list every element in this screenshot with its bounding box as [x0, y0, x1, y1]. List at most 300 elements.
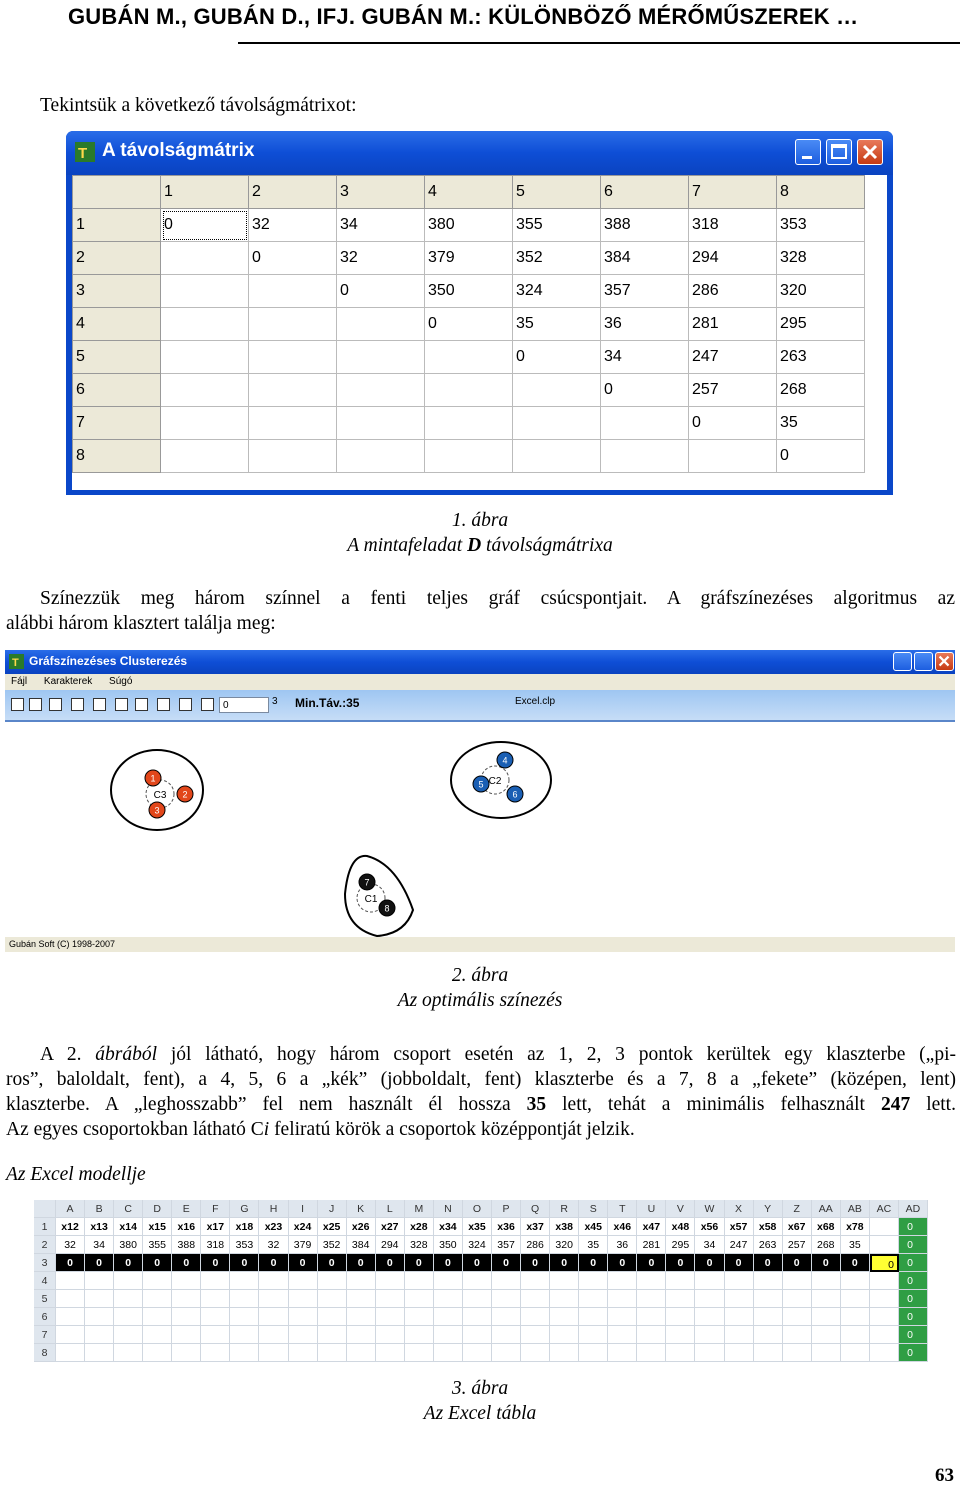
matrix-cell[interactable]: 352 [513, 242, 601, 275]
sheet-cell[interactable] [143, 1326, 172, 1344]
sheet-cell[interactable]: x23 [259, 1218, 288, 1236]
matrix-cell[interactable]: 0 [337, 275, 425, 308]
sheet-cell[interactable] [841, 1344, 870, 1362]
sheet-cell[interactable] [289, 1344, 318, 1362]
column-header[interactable]: A [56, 1200, 85, 1218]
sheet-cell[interactable]: x12 [56, 1218, 85, 1236]
row-header[interactable]: 4 [34, 1272, 56, 1290]
sheet-cell[interactable]: 0 [405, 1254, 434, 1272]
sheet-cell[interactable] [201, 1290, 230, 1308]
sheet-cell[interactable]: 0 [434, 1254, 463, 1272]
matrix-cell[interactable] [161, 275, 249, 308]
sheet-cell[interactable]: x34 [434, 1218, 463, 1236]
sheet-cell[interactable] [754, 1290, 783, 1308]
row-header[interactable]: 2 [34, 1236, 56, 1254]
sheet-cell[interactable] [259, 1290, 288, 1308]
sheet-cell[interactable]: 0 [85, 1254, 114, 1272]
sheet-cell[interactable]: 0 [754, 1254, 783, 1272]
sheet-cell[interactable] [463, 1272, 492, 1290]
sheet-cell[interactable] [521, 1308, 550, 1326]
sheet-cell[interactable] [492, 1272, 521, 1290]
sheet-cell[interactable] [318, 1308, 347, 1326]
sheet-cell[interactable] [666, 1344, 695, 1362]
column-header[interactable]: U [637, 1200, 666, 1218]
sheet-cell[interactable]: 0 [783, 1254, 812, 1272]
sheet-cell[interactable] [521, 1290, 550, 1308]
matrix-cell[interactable]: 357 [601, 275, 689, 308]
matrix-cell[interactable] [249, 308, 337, 341]
grid-icon[interactable] [201, 698, 214, 711]
matrix-cell[interactable] [425, 341, 513, 374]
column-header[interactable]: AB [841, 1200, 870, 1218]
sheet-cell[interactable]: 0 [172, 1254, 201, 1272]
search-icon[interactable] [71, 698, 84, 711]
sheet-cell[interactable] [463, 1290, 492, 1308]
matrix-cell[interactable] [161, 242, 249, 275]
matrix-cell[interactable] [337, 374, 425, 407]
sheet-cell[interactable] [608, 1344, 637, 1362]
matrix-cell[interactable] [161, 374, 249, 407]
matrix-cell[interactable]: 353 [777, 209, 865, 242]
sheet-cell[interactable] [434, 1344, 463, 1362]
sheet-cell[interactable] [56, 1290, 85, 1308]
sheet-cell[interactable]: 0 [550, 1254, 579, 1272]
sheet-cell[interactable] [870, 1326, 899, 1344]
sheet-cell[interactable] [492, 1290, 521, 1308]
column-header[interactable]: R [550, 1200, 579, 1218]
sheet-cell[interactable] [870, 1272, 899, 1290]
column-header[interactable]: C [114, 1200, 143, 1218]
column-header[interactable]: S [579, 1200, 608, 1218]
row-header[interactable]: 3 [34, 1254, 56, 1272]
arrow-left-icon[interactable] [115, 698, 128, 711]
sheet-cell[interactable] [725, 1308, 754, 1326]
sheet-cell[interactable] [289, 1308, 318, 1326]
sheet-cell[interactable] [347, 1326, 376, 1344]
matrix-cell[interactable] [161, 341, 249, 374]
sheet-cell[interactable] [754, 1326, 783, 1344]
sheet-cell[interactable]: 0 [899, 1236, 928, 1254]
sheet-cell[interactable]: x14 [114, 1218, 143, 1236]
sheet-cell[interactable]: 0 [492, 1254, 521, 1272]
sheet-cell[interactable]: 257 [783, 1236, 812, 1254]
sheet-cell[interactable] [870, 1290, 899, 1308]
sheet-cell[interactable] [172, 1290, 201, 1308]
column-header[interactable]: H [259, 1200, 288, 1218]
matrix-cell[interactable] [161, 440, 249, 473]
sheet-cell[interactable] [608, 1272, 637, 1290]
sheet-cell[interactable]: 35 [841, 1236, 870, 1254]
sheet-cell[interactable]: x36 [492, 1218, 521, 1236]
column-header[interactable]: P [492, 1200, 521, 1218]
sheet-cell[interactable]: x24 [289, 1218, 318, 1236]
column-header[interactable]: W [695, 1200, 724, 1218]
menu-characters[interactable]: Karakterek [43, 676, 93, 687]
sheet-cell[interactable]: 286 [521, 1236, 550, 1254]
sheet-cell[interactable] [783, 1290, 812, 1308]
sheet-cell[interactable]: x58 [754, 1218, 783, 1236]
matrix-cell[interactable]: 32 [337, 242, 425, 275]
matrix-cell[interactable] [337, 341, 425, 374]
sheet-cell[interactable]: 384 [347, 1236, 376, 1254]
sheet-cell[interactable] [114, 1290, 143, 1308]
row-header[interactable]: 1 [34, 1218, 56, 1236]
sheet-cell[interactable] [376, 1272, 405, 1290]
sheet-cell[interactable] [172, 1326, 201, 1344]
sheet-cell[interactable] [841, 1272, 870, 1290]
sheet-cell[interactable] [841, 1290, 870, 1308]
matrix-cell[interactable]: 379 [425, 242, 513, 275]
matrix-cell[interactable]: 355 [513, 209, 601, 242]
sheet-cell[interactable]: x15 [143, 1218, 172, 1236]
close-button[interactable] [935, 652, 954, 671]
sheet-cell[interactable] [754, 1272, 783, 1290]
sheet-cell[interactable]: x46 [608, 1218, 637, 1236]
sheet-cell[interactable] [376, 1290, 405, 1308]
sheet-cell[interactable] [376, 1308, 405, 1326]
sheet-cell[interactable]: 328 [405, 1236, 434, 1254]
matrix-cell[interactable]: 35 [777, 407, 865, 440]
matrix-cell[interactable]: 268 [777, 374, 865, 407]
sheet-cell[interactable]: x45 [579, 1218, 608, 1236]
sheet-cell[interactable] [56, 1308, 85, 1326]
sheet-cell[interactable] [550, 1344, 579, 1362]
sheet-cell[interactable]: 295 [666, 1236, 695, 1254]
sheet-cell[interactable] [376, 1326, 405, 1344]
sheet-cell[interactable] [143, 1272, 172, 1290]
sheet-cell[interactable]: x13 [85, 1218, 114, 1236]
column-header[interactable]: N [434, 1200, 463, 1218]
sheet-cell[interactable]: 32 [259, 1236, 288, 1254]
sheet-cell[interactable] [230, 1308, 259, 1326]
matrix-cell[interactable]: 0 [249, 242, 337, 275]
sheet-cell[interactable] [812, 1290, 841, 1308]
matrix-cell[interactable] [601, 440, 689, 473]
sheet-cell[interactable] [405, 1308, 434, 1326]
row-header[interactable]: 6 [34, 1308, 56, 1326]
maximize-button[interactable] [826, 139, 852, 165]
matrix-cell[interactable]: 247 [689, 341, 777, 374]
sheet-cell[interactable] [754, 1344, 783, 1362]
column-header[interactable]: AC [870, 1200, 899, 1218]
sheet-cell[interactable] [289, 1290, 318, 1308]
sheet-cell[interactable] [463, 1326, 492, 1344]
sheet-cell[interactable] [201, 1272, 230, 1290]
sheet-cell[interactable] [725, 1326, 754, 1344]
sheet-cell[interactable] [579, 1290, 608, 1308]
matrix-cell[interactable]: 0 [689, 407, 777, 440]
sheet-cell[interactable] [550, 1308, 579, 1326]
sheet-cell[interactable] [289, 1272, 318, 1290]
matrix-cell[interactable]: 257 [689, 374, 777, 407]
sheet-cell[interactable] [434, 1326, 463, 1344]
menu-help[interactable]: Súgó [109, 676, 133, 687]
sheet-cell[interactable]: 0 [376, 1254, 405, 1272]
sheet-cell[interactable] [56, 1344, 85, 1362]
sheet-cell[interactable] [85, 1272, 114, 1290]
sheet-cell[interactable]: 324 [463, 1236, 492, 1254]
row-header[interactable]: 5 [34, 1290, 56, 1308]
sheet-cell[interactable] [114, 1326, 143, 1344]
sheet-cell[interactable] [841, 1326, 870, 1344]
column-header[interactable]: J [318, 1200, 347, 1218]
sheet-cell[interactable] [812, 1272, 841, 1290]
matrix-cell[interactable] [249, 374, 337, 407]
sheet-cell[interactable] [492, 1308, 521, 1326]
matrix-cell[interactable] [337, 407, 425, 440]
sheet-cell[interactable]: 353 [230, 1236, 259, 1254]
sheet-cell[interactable] [521, 1272, 550, 1290]
sheet-cell[interactable] [259, 1344, 288, 1362]
sheet-cell[interactable] [695, 1326, 724, 1344]
sheet-cell[interactable] [318, 1326, 347, 1344]
sheet-cell[interactable]: 0 [899, 1326, 928, 1344]
sheet-cell[interactable] [259, 1272, 288, 1290]
sheet-cell[interactable]: x38 [550, 1218, 579, 1236]
sheet-cell[interactable] [579, 1272, 608, 1290]
sheet-cell[interactable] [347, 1308, 376, 1326]
sheet-cell[interactable] [347, 1272, 376, 1290]
matrix-cell[interactable]: 263 [777, 341, 865, 374]
sheet-cell[interactable] [172, 1308, 201, 1326]
matrix-cell[interactable] [249, 407, 337, 440]
matrix-cell[interactable] [601, 407, 689, 440]
sheet-cell[interactable] [434, 1272, 463, 1290]
matrix-cell[interactable] [689, 440, 777, 473]
sheet-cell[interactable]: x25 [318, 1218, 347, 1236]
sheet-cell[interactable]: 0 [899, 1344, 928, 1362]
cluster-count-spinner[interactable]: 0 [219, 697, 269, 713]
sheet-cell[interactable] [579, 1326, 608, 1344]
sheet-cell[interactable] [405, 1290, 434, 1308]
sheet-cell[interactable] [754, 1308, 783, 1326]
sheet-cell[interactable] [230, 1326, 259, 1344]
matrix-cell[interactable]: 320 [777, 275, 865, 308]
sheet-cell[interactable] [143, 1290, 172, 1308]
sheet-cell[interactable]: x68 [812, 1218, 841, 1236]
save-icon[interactable] [29, 698, 42, 711]
sheet-cell[interactable]: x56 [695, 1218, 724, 1236]
matrix-cell[interactable]: 0 [425, 308, 513, 341]
sheet-cell[interactable] [521, 1326, 550, 1344]
matrix-cell[interactable]: 350 [425, 275, 513, 308]
sheet-cell[interactable]: x48 [666, 1218, 695, 1236]
matrix-cell[interactable]: 286 [689, 275, 777, 308]
sheet-cell[interactable] [550, 1326, 579, 1344]
matrix-cell[interactable] [513, 374, 601, 407]
sheet-cell[interactable]: x35 [463, 1218, 492, 1236]
sheet-cell[interactable]: 352 [318, 1236, 347, 1254]
matrix-cell[interactable] [425, 440, 513, 473]
sheet-cell[interactable] [230, 1290, 259, 1308]
sheet-cell[interactable]: 0 [725, 1254, 754, 1272]
sheet-cell[interactable] [259, 1326, 288, 1344]
matrix-cell[interactable] [249, 440, 337, 473]
paste-icon[interactable] [49, 698, 62, 711]
matrix-cell[interactable]: 384 [601, 242, 689, 275]
matrix-cell[interactable] [249, 275, 337, 308]
sheet-cell[interactable] [841, 1308, 870, 1326]
sheet-cell[interactable] [637, 1326, 666, 1344]
sheet-cell[interactable]: x57 [725, 1218, 754, 1236]
sheet-cell[interactable] [550, 1272, 579, 1290]
sheet-cell[interactable] [463, 1308, 492, 1326]
matrix-cell[interactable] [249, 341, 337, 374]
arrow-right-icon[interactable] [135, 698, 148, 711]
sheet-cell[interactable] [725, 1290, 754, 1308]
column-header[interactable]: L [376, 1200, 405, 1218]
sheet-cell[interactable] [637, 1272, 666, 1290]
sheet-cell[interactable] [114, 1344, 143, 1362]
sheet-cell[interactable] [172, 1344, 201, 1362]
matrix-cell[interactable]: 35 [513, 308, 601, 341]
sheet-cell[interactable] [695, 1308, 724, 1326]
matrix-cell[interactable] [161, 308, 249, 341]
sheet-cell[interactable] [114, 1308, 143, 1326]
sheet-cell[interactable] [230, 1272, 259, 1290]
sheet-cell[interactable]: x26 [347, 1218, 376, 1236]
sheet-cell[interactable] [143, 1344, 172, 1362]
sheet-cell[interactable] [85, 1290, 114, 1308]
sheet-cell[interactable]: 350 [434, 1236, 463, 1254]
matrix-cell[interactable]: 0 [601, 374, 689, 407]
sheet-cell[interactable]: 0 [666, 1254, 695, 1272]
sheet-cell[interactable] [666, 1308, 695, 1326]
sheet-cell[interactable] [230, 1344, 259, 1362]
column-header[interactable]: Y [754, 1200, 783, 1218]
sheet-cell[interactable]: 0 [812, 1254, 841, 1272]
sheet-cell[interactable]: x16 [172, 1218, 201, 1236]
sheet-cell[interactable] [870, 1218, 899, 1236]
sheet-cell[interactable]: x28 [405, 1218, 434, 1236]
sheet-cell[interactable] [666, 1326, 695, 1344]
sheet-cell[interactable]: 32 [56, 1236, 85, 1254]
column-header[interactable]: AA [812, 1200, 841, 1218]
matrix-cell[interactable]: 281 [689, 308, 777, 341]
column-header[interactable]: Z [783, 1200, 812, 1218]
column-header[interactable]: X [725, 1200, 754, 1218]
sheet-cell[interactable] [172, 1272, 201, 1290]
sheet-cell[interactable]: 0 [230, 1254, 259, 1272]
sheet-cell[interactable]: 0 [56, 1254, 85, 1272]
sheet-cell[interactable] [318, 1272, 347, 1290]
column-header[interactable]: K [347, 1200, 376, 1218]
sheet-cell[interactable]: 0 [521, 1254, 550, 1272]
matrix-cell[interactable]: 0 [777, 440, 865, 473]
sheet-cell[interactable]: 380 [114, 1236, 143, 1254]
export-icon[interactable] [179, 698, 192, 711]
sheet-cell[interactable]: 0 [463, 1254, 492, 1272]
sheet-cell[interactable] [870, 1344, 899, 1362]
sheet-cell[interactable] [114, 1272, 143, 1290]
close-button[interactable] [857, 139, 883, 165]
sheet-cell[interactable] [608, 1326, 637, 1344]
sheet-cell[interactable] [289, 1326, 318, 1344]
matrix-cell[interactable] [513, 407, 601, 440]
sheet-cell[interactable]: 0 [870, 1254, 899, 1272]
minimize-button[interactable] [893, 652, 912, 671]
sheet-cell[interactable]: x17 [201, 1218, 230, 1236]
sheet-cell[interactable] [725, 1344, 754, 1362]
column-header[interactable]: E [172, 1200, 201, 1218]
sheet-cell[interactable] [318, 1290, 347, 1308]
matrix-cell[interactable] [513, 440, 601, 473]
sheet-cell[interactable]: 0 [899, 1218, 928, 1236]
sheet-cell[interactable]: x18 [230, 1218, 259, 1236]
sheet-cell[interactable]: 0 [695, 1254, 724, 1272]
matrix-cell[interactable]: 294 [689, 242, 777, 275]
sheet-cell[interactable] [637, 1290, 666, 1308]
sheet-cell[interactable]: 379 [289, 1236, 318, 1254]
sheet-cell[interactable] [201, 1326, 230, 1344]
matrix-cell[interactable] [161, 407, 249, 440]
matrix-cell[interactable] [337, 308, 425, 341]
sheet-cell[interactable]: 36 [608, 1236, 637, 1254]
matrix-cell[interactable]: 0 [513, 341, 601, 374]
matrix-cell[interactable] [425, 407, 513, 440]
sheet-cell[interactable] [695, 1272, 724, 1290]
sheet-cell[interactable] [812, 1326, 841, 1344]
sheet-cell[interactable]: 0 [347, 1254, 376, 1272]
sheet-cell[interactable] [376, 1344, 405, 1362]
sheet-cell[interactable]: 0 [841, 1254, 870, 1272]
sheet-cell[interactable] [405, 1272, 434, 1290]
matrix-cell[interactable]: 36 [601, 308, 689, 341]
sheet-cell[interactable]: 0 [114, 1254, 143, 1272]
sheet-cell[interactable]: x37 [521, 1218, 550, 1236]
sheet-cell[interactable] [550, 1290, 579, 1308]
sheet-cell[interactable]: 0 [289, 1254, 318, 1272]
sheet-cell[interactable] [405, 1344, 434, 1362]
matrix-cell[interactable]: 380 [425, 209, 513, 242]
sheet-cell[interactable]: x78 [841, 1218, 870, 1236]
sheet-cell[interactable] [870, 1308, 899, 1326]
restore-button[interactable] [914, 652, 933, 671]
sheet-cell[interactable]: 0 [318, 1254, 347, 1272]
sheet-cell[interactable] [637, 1308, 666, 1326]
sheet-cell[interactable] [492, 1326, 521, 1344]
matrix-cell[interactable]: 324 [513, 275, 601, 308]
sheet-cell[interactable] [666, 1290, 695, 1308]
sheet-cell[interactable]: 0 [899, 1290, 928, 1308]
sheet-cell[interactable]: 294 [376, 1236, 405, 1254]
matrix-cell[interactable]: 0 [161, 209, 249, 242]
column-header[interactable]: D [143, 1200, 172, 1218]
sheet-cell[interactable]: 0 [899, 1308, 928, 1326]
sheet-cell[interactable] [812, 1344, 841, 1362]
sheet-cell[interactable]: 0 [637, 1254, 666, 1272]
sheet-cell[interactable]: 357 [492, 1236, 521, 1254]
matrix-cell[interactable]: 328 [777, 242, 865, 275]
sheet-cell[interactable] [85, 1308, 114, 1326]
minimize-button[interactable] [795, 139, 821, 165]
column-header[interactable]: G [230, 1200, 259, 1218]
column-header[interactable]: O [463, 1200, 492, 1218]
open-icon[interactable] [11, 698, 24, 711]
sheet-cell[interactable]: 0 [201, 1254, 230, 1272]
column-header[interactable]: AD [899, 1200, 928, 1218]
sheet-cell[interactable]: 281 [637, 1236, 666, 1254]
sheet-cell[interactable] [492, 1344, 521, 1362]
matrix-cell[interactable]: 32 [249, 209, 337, 242]
matrix-cell[interactable]: 34 [337, 209, 425, 242]
row-header[interactable]: 7 [34, 1326, 56, 1344]
column-header[interactable]: Q [521, 1200, 550, 1218]
sheet-cell[interactable] [812, 1308, 841, 1326]
sheet-cell[interactable] [608, 1290, 637, 1308]
sheet-cell[interactable] [56, 1326, 85, 1344]
sheet-cell[interactable]: 355 [143, 1236, 172, 1254]
